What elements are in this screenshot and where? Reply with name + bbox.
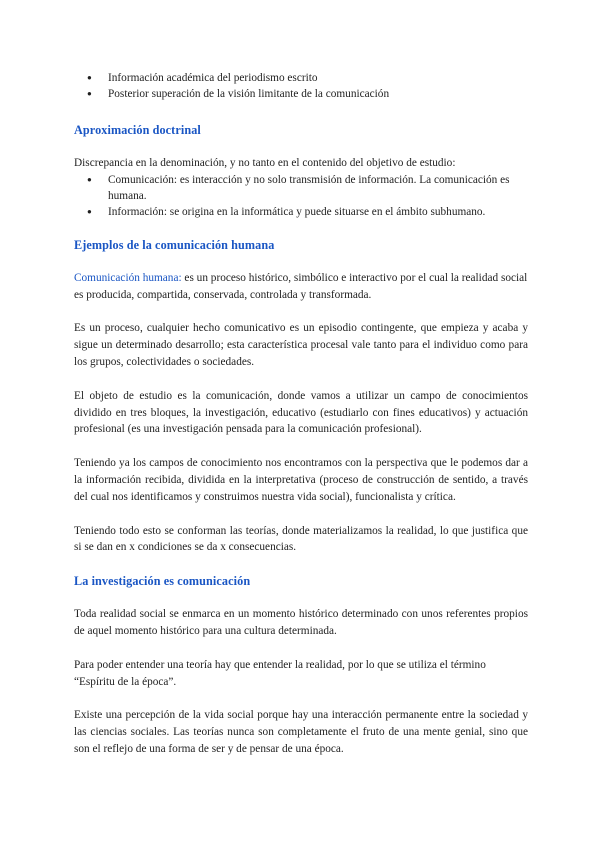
paragraph: Para poder entender una teoría hay que entender la realidad, por lo que se utiliza el término “Espíritu de la época”. (74, 658, 486, 688)
section-heading-aproximacion: Aproximación doctrinal (74, 123, 201, 137)
paragraph: Teniendo ya los campos de conocimiento nos encontramos con la perspectiva que le podemos dar a la información recibida, dividida en la interpretativa (proceso de construcción de sentido, a través del cual nos identificamos y construimos nuestra vida social), funcionalista y crítica. (74, 457, 528, 503)
paragraph: Existe una percepción de la vida social porque hay una interacción permanente entre la sociedad y las ciencias sociales. Las teorías nunca son completamente el fruto de una mente genial, sino que son el reflejo de una forma de ser y de pensar de una época. (74, 709, 528, 755)
paragraph: El objeto de estudio es la comunicación, donde vamos a utilizar un campo de conocimientos dividido en tres bloques, la investigación, educativo (estudiarlo con fines educativos) y actuación profesional (es una investigación pensada para la comunicación profesional). (74, 389, 528, 436)
section1-intro: Discrepancia en la denominación, y no tanto en el contenido del objetivo de estudio: (74, 157, 456, 169)
section1-bullet-list (74, 172, 528, 220)
section-heading-investigacion: La investigación es comunicación (74, 574, 251, 589)
list-item: ● Información académica del periodismo escrito (74, 70, 528, 86)
list-item: ● Posterior superación de la visión limitante de la comunicación (74, 86, 528, 102)
list-item: ● Información: se origina en la informática y puede situarse en el ámbito subhumano. (74, 204, 528, 220)
section-heading-ejemplos: Ejemplos de la comunicación humana (74, 237, 275, 252)
paragraph: Toda realidad social se enmarca en un momento histórico determinado con unos referentes propios de aquel momento histórico para una cultura determinada. (74, 608, 528, 637)
definition-paragraph (74, 270, 528, 304)
definition-text: es un proceso histórico, simbólico e interactivo por el cual la realidad social es producida, compartida, conservada, controlada y transformada. (74, 271, 528, 301)
list-item: ● Comunicación: es interacción y no solo transmisión de información. La comunicación es humana. (74, 172, 528, 204)
top-bullet-list (74, 70, 528, 102)
document-page (74, 70, 528, 758)
paragraph: Es un proceso, cualquier hecho comunicativo es un episodio contingente, que empieza y acaba y sigue un determinado desarrollo; esta característica procesal vale tanto para el individuo como para los grupos, colectividades o sociedades. (74, 322, 528, 368)
paragraph: Teniendo todo esto se conforman las teorías, donde materializamos la realidad, lo que justifica que si se dan en x condiciones se da x consecuencias. (74, 524, 528, 554)
definition-term: Comunicación humana: (74, 271, 182, 284)
